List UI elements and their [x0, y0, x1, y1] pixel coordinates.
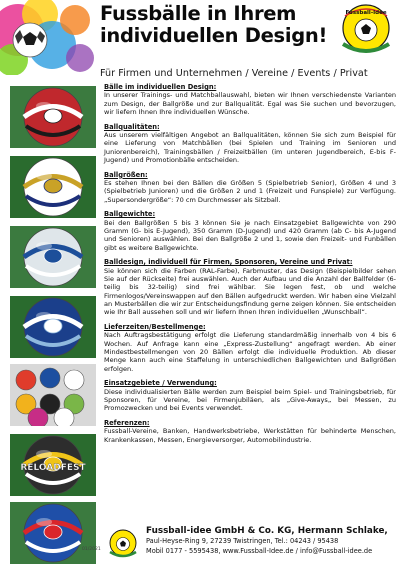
section-heading: Ballqualitäten: — [104, 122, 160, 131]
section-references — [104, 419, 396, 444]
section-heading: Ballgrößen: — [104, 170, 148, 179]
ball-photo — [10, 86, 96, 148]
section-text: Fussball-Vereine, Banken, Handwerksbetriebe, Werkstätten für behinderte Menschen, Krankenkassen, Messen, Energieversorger, Automobilindustrie. — [104, 427, 396, 444]
header-splash-image — [0, 0, 105, 75]
page-subtitle: Für Firmen und Unternehmen / Vereine / Events / Privat — [100, 68, 368, 79]
footer-address: Paul-Heyse-Ring 9, 27239 Twistringen, Tel.: 04243 / 95438 — [146, 537, 339, 545]
section-text: Bei den Ballgrößen 5 bis 3 können Sie je nach Einsatzgebiet Ballgewichte von 290 Gramm (G- bis E-Jugend), 350 Gramm (D-Jugend) und 420 Gramm (ab C- bis A-Jugend und Senioren) auswählen. Bei den Ballgröße 2 und 1, sowie den Freizeit- und Funbällen gibt es weitere Ballgewichte. — [104, 218, 396, 252]
section-heading: Lieferzeiten/Bestellmenge: — [104, 322, 206, 331]
footer-company: Fussball-idee GmbH & Co. KG, Hermann Schlake, — [146, 526, 388, 536]
section-sizes — [104, 171, 396, 204]
page-title: Fussbälle in Ihrem individuellen Design! — [100, 2, 328, 47]
section-heading: Bälle im individuellen Design: — [104, 83, 217, 91]
ball-photo — [10, 434, 96, 496]
footer-logo — [104, 526, 142, 560]
ball-photo — [10, 502, 96, 564]
section-text: In unserer Trainings- und Matchballauswahl, bieten wir Ihnen verschiedenste Varianten zum Design, der Ballgröße und zur Ballqualität. Egal was Sie suchen und bevorzugen, wir liefern Ihnen Ihre individuellen Wünsche. — [104, 91, 396, 117]
section-text: Sie können sich die Farben (RAL-Farbe), Farbmuster, das Design (Beispielbilder sehen Sie auf der Rückseite) frei auswählen. Auch der Aufbau und die Anzahl der Ballfelder (6-teilig bis 32-teilig) sind frei wählbar. Sie legen fest, ob und welche Firmenlogos/Vereinswappen auf den Bällen aufgedruckt werden. Wir haben eine Vielzahl an Musterbällen die wir zur Entscheidungsfindung gerne zeigen können. Sie entscheiden wie Ihr Ball aussehen soll und wir liefern Ihnen Ihren individuellen „Wunschball“. — [104, 266, 396, 317]
section-delivery — [104, 323, 396, 373]
section-qualities — [104, 123, 396, 165]
section-text: Diese individualisierten Bälle werden zum Beispiel beim Spiel- und Trainingsbetrieb, für Sponsoren, für Vereine, bei Firmenjubiläen, als „Give-Aways„ bei Messen, zu Promozwecken und bei Events verwendet. — [104, 387, 396, 413]
section-heading: Ballgewichte: — [104, 210, 156, 219]
section-text: Aus unserem vielfältigen Angebot an Ballqualitäten, können Sie sich zum Beispiel für eine Lieferung von Matchbällen (bei Spielen und Training im Senioren und Juniorenbereich), Trainingsbällen / Freizeitbällen (im unteren Jugendbereich, E-bis F-Jugend) und Promotionbälle entscheiden. — [104, 131, 396, 165]
ball-photo — [10, 226, 96, 288]
main-content — [104, 83, 396, 450]
section-weights — [104, 210, 396, 252]
footer — [104, 522, 396, 566]
section-designs — [104, 83, 396, 116]
company-logo — [335, 2, 397, 60]
ball-photo — [10, 156, 96, 218]
svg-text:Fussball-Idee: Fussball-Idee — [345, 10, 387, 16]
footer-contact — [146, 526, 388, 556]
ball-photo — [10, 364, 96, 426]
section-design — [104, 258, 396, 316]
footer-contact-line: Mobil 0177 - 5595438, www.Fussball-Idee.de / info@Fussball-idee.de — [146, 546, 373, 555]
section-heading: Referenzen: — [104, 418, 150, 427]
section-text: Nach Auftragsbestätigung erfolgt die Lieferung standardmäßig innerhalb von 4 bis 6 Wochen. Auf Anfrage kann eine „Express-Zustellung“ angefragt werden. Ab einer Mindestbestellmengen von 20 Bällen erfolgt die individuelle Produktion. Ab dieser Menge kann auch eine Staffelung in unterschiedlichen Ballgewichten und Ballgrößen erfolgen. — [104, 331, 396, 373]
section-usage — [104, 379, 396, 412]
photo-code: 01/2021 — [82, 547, 101, 552]
ball-image-column — [0, 86, 100, 564]
section-text: Es stehen Ihnen bei den Bällen die Größen 5 (Spielbetrieb Senior), Größen 4 und 3 (Spielbetrieb Junioren) und die Größen 2 und 1 (Freizeit und Funspiele) zur Verfügung. „Supersondergröße“: 70 cm Durchmesser als Sitzball. — [104, 179, 396, 204]
ball-photo-label: RELOADFEST — [20, 463, 86, 473]
section-heading: Balldesign, individuell für Firmen, Sponsoren, Vereine und Privat: — [104, 258, 353, 267]
ball-photo — [10, 296, 96, 358]
section-heading: Einsatzgebiete / Verwendung: — [104, 379, 217, 388]
